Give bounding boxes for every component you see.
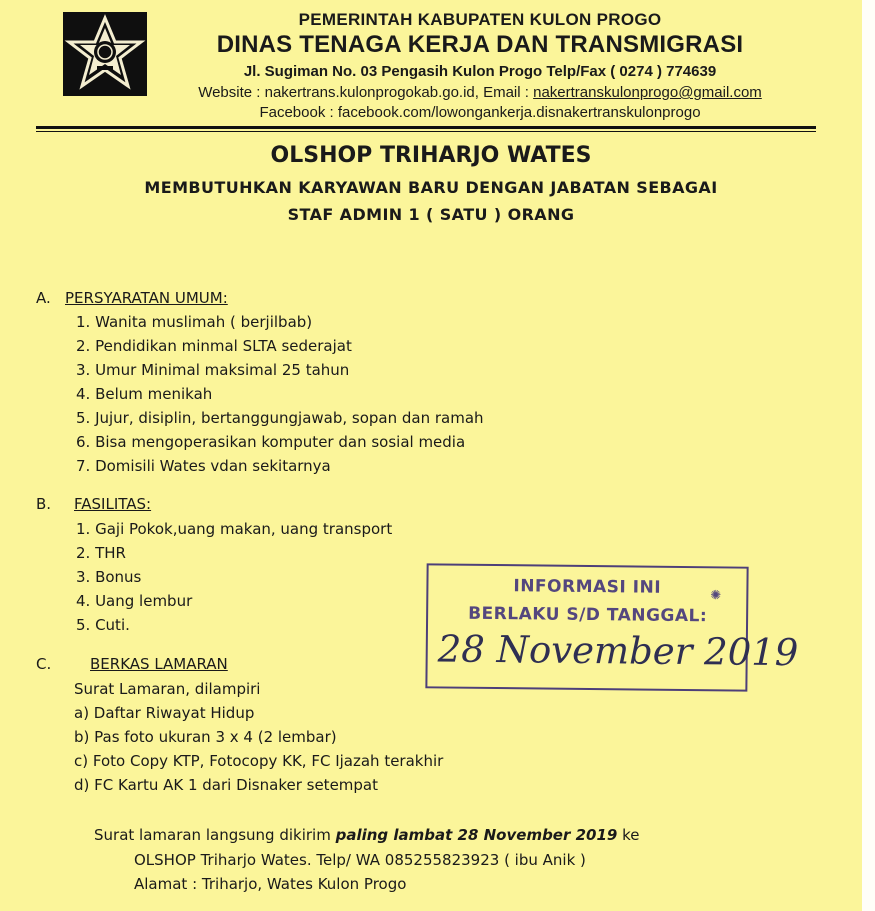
section-b-heading: FASILITAS: (74, 495, 152, 513)
document-item: d) FC Kartu AK 1 dari Disnaker setempat (74, 776, 378, 794)
closing-prefix: Surat lamaran langsung dikirim (94, 826, 336, 844)
header-divider-thin (36, 131, 816, 132)
requirement-item: 7. Domisili Wates vdan sekitarnya (76, 457, 331, 475)
facebook-text: Facebook : facebook.com/lowongankerja.disnakertranskulonprogo (259, 104, 701, 121)
facility-item: 5. Cuti. (76, 616, 130, 634)
document-item: b) Pas foto ukuran 3 x 4 (2 lembar) (74, 728, 337, 746)
stamp-line-2: BERLAKU S/D TANGGAL: (468, 603, 708, 627)
requirement-item: 3. Umur Minimal maksimal 25 tahun (76, 361, 350, 379)
closing-address: Alamat : Triharjo, Wates Kulon Progo (134, 875, 407, 893)
page-margin (862, 0, 875, 911)
stamp-emblem-icon: ✺ (710, 588, 722, 604)
requirement-item: 5. Jujur, disiplin, bertanggungjawab, sopan dan ramah (76, 409, 484, 427)
handwritten-deadline: 28 November 2019 (437, 627, 799, 675)
website-text: Website : nakertrans.kulonprogokab.go.id, Email : (198, 84, 534, 101)
section-b-letter: B. (36, 495, 52, 513)
section-a-letter: A. (36, 289, 51, 307)
stamp-line-1: INFORMASI INI (513, 576, 662, 598)
facility-item: 2. THR (76, 544, 126, 562)
document-item: c) Foto Copy KTP, Fotocopy KK, FC Ijazah terakhir (74, 752, 444, 770)
government-name: PEMERINTAH KABUPATEN KULON PROGO (298, 10, 662, 29)
header-divider (36, 126, 816, 129)
section-a-heading: PERSYARATAN UMUM: (65, 289, 228, 307)
deadline-emphasis: paling lambat 28 November 2019 (335, 826, 618, 844)
validity-stamp (425, 563, 799, 691)
document-item: a) Daftar Riwayat Hidup (74, 704, 255, 722)
requirement-item: 1. Wanita muslimah ( berjilbab) (76, 313, 313, 331)
agency-name: DINAS TENAGA KERJA DAN TRANSMIGRASI (216, 31, 744, 58)
requirement-item: 4. Belum menikah (76, 385, 213, 403)
job-announcement: MEMBUTUHKAN KARYAWAN BARU DENGAN JABATAN SEBAGAI (144, 178, 718, 197)
requirement-item: 2. Pendidikan minmal SLTA sederajat (76, 337, 352, 355)
agency-contact (150, 84, 810, 101)
email-link[interactable]: nakertranskulonprogo@gmail.com (533, 84, 762, 101)
closing-contact: OLSHOP Triharjo Wates. Telp/ WA 085255823923 ( ibu Anik ) (134, 851, 586, 869)
agency-address: Jl. Sugiman No. 03 Pengasih Kulon Progo Telp/Fax ( 0274 ) 774639 (243, 63, 717, 80)
company-title: OLSHOP TRIHARJO WATES (270, 143, 592, 168)
section-c-heading: BERKAS LAMARAN (90, 655, 228, 673)
kulon-progo-emblem-icon (63, 12, 147, 96)
application-intro: Surat Lamaran, dilampiri (74, 680, 261, 698)
closing-suffix: ke (617, 826, 640, 844)
closing-line-1 (94, 826, 640, 844)
facility-item: 1. Gaji Pokok,uang makan, uang transport (76, 520, 393, 538)
section-c-letter: C. (36, 655, 52, 673)
facility-item: 4. Uang lembur (76, 592, 193, 610)
job-position: STAF ADMIN 1 ( SATU ) ORANG (287, 205, 575, 224)
requirement-item: 6. Bisa mengoperasikan komputer dan sosial media (76, 433, 466, 451)
facility-item: 3. Bonus (76, 568, 142, 586)
